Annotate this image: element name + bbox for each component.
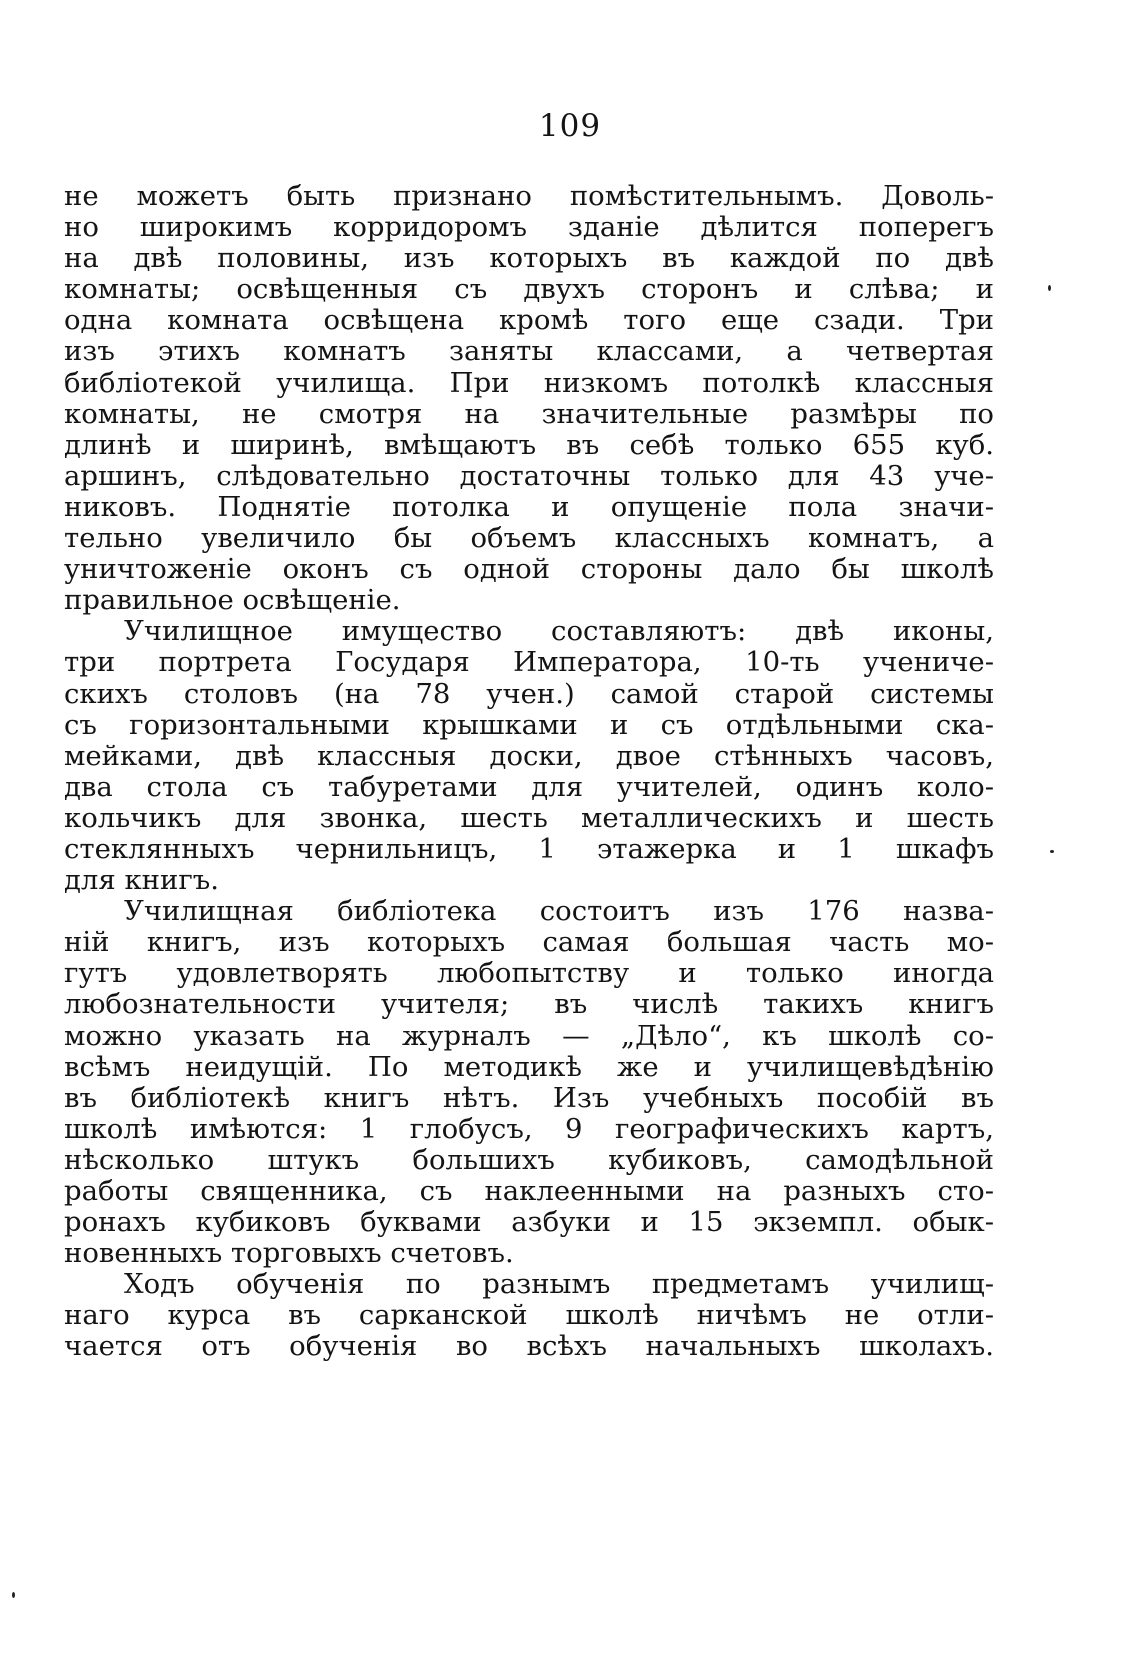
- text-line: въ библіотекѣ книгъ нѣтъ. Изъ учебныхъ пособій въ: [64, 1081, 994, 1114]
- text-line: правильное освѣщеніе.: [64, 584, 401, 617]
- text-line: тельно увеличило бы объемъ классныхъ комнатъ, а: [64, 522, 994, 555]
- text-line: можно указать на журналъ — „Дѣло“, къ школѣ со-: [64, 1019, 994, 1052]
- text-line: никовъ. Поднятіе потолка и опущеніе пола значи-: [64, 490, 994, 523]
- text-line: два стола съ табуретами для учителей, одинъ коло-: [64, 770, 994, 803]
- text-line: мейками, двѣ классныя доски, двое стѣнныхъ часовъ,: [64, 739, 994, 772]
- text-line: скихъ столовъ (на 78 учен.) самой старой системы: [64, 677, 994, 710]
- text-line: аршинъ, слѣдовательно достаточны только для 43 уче-: [64, 459, 994, 492]
- text-line: не можетъ быть признано помѣстительнымъ. Доволь-: [64, 180, 994, 212]
- text-line: длинѣ и ширинѣ, вмѣщаютъ въ себѣ только 655 куб.: [64, 428, 994, 461]
- text-line: ронахъ кубиковъ буквами азбуки и 15 экземпл. обык-: [64, 1206, 994, 1239]
- text-line: но широкимъ корридоромъ зданіе дѣлится поперегъ: [64, 211, 994, 244]
- text-line: Училищное имущество составляютъ: двѣ иконы,: [124, 615, 994, 648]
- text-line: школѣ имѣются: 1 глобусъ, 9 географическихъ картъ,: [64, 1112, 994, 1145]
- text-line: библіотекой училища. При низкомъ потолкѣ классныя: [64, 366, 994, 399]
- text-line: ній книгъ, изъ которыхъ самая большая часть мо-: [64, 926, 994, 959]
- text-line: новенныхъ торговыхъ счетовъ.: [64, 1237, 514, 1270]
- text-line: чается отъ обученія во всѣхъ начальныхъ школахъ.: [64, 1330, 994, 1363]
- text-line: комнаты, не смотря на значительные размѣры по: [64, 397, 994, 430]
- text-line: нѣсколько штукъ большихъ кубиковъ, самодѣльной: [64, 1143, 994, 1176]
- text-line: три портрета Государя Императора, 10-ть учениче-: [64, 646, 994, 679]
- text-line: всѣмъ неидущій. По методикѣ же и училищевѣдѣнію: [64, 1050, 994, 1083]
- text-line: кольчикъ для звонка, шесть металлическихъ и шесть: [64, 801, 994, 834]
- paragraph: [64, 616, 994, 896]
- text-line: гутъ удовлетворять любопытству и только иногда: [64, 957, 994, 990]
- text-line: комнаты; освѣщенныя съ двухъ сторонъ и слѣва; и: [64, 273, 994, 306]
- paragraph: [64, 181, 994, 616]
- text-line: любознательности учителя; въ числѣ такихъ книгъ: [64, 988, 994, 1021]
- text-line: для книгъ.: [64, 864, 219, 897]
- text-line: Ходъ обученія по разнымъ предметамъ училищ-: [124, 1268, 994, 1301]
- text-line: изъ этихъ комнатъ заняты классами, а четвертая: [64, 335, 994, 368]
- page-number: 109: [538, 108, 602, 144]
- paragraph: [64, 896, 994, 1269]
- text-line: наго курса въ сарканской школѣ ничѣмъ не отли-: [64, 1299, 994, 1332]
- scan-speck: [1050, 850, 1054, 853]
- text-line: Училищная библіотека состоитъ изъ 176 назва-: [124, 895, 994, 928]
- body-text: [64, 181, 994, 1363]
- text-line: съ горизонтальными крышками и съ отдѣльными ска-: [64, 708, 994, 741]
- text-line: на двѣ половины, изъ которыхъ въ каждой по двѣ: [64, 242, 994, 275]
- text-line: работы священника, съ наклеенными на разныхъ сто-: [64, 1175, 994, 1207]
- scan-speck: [1048, 285, 1051, 291]
- paragraph: [64, 1269, 994, 1362]
- text-line: стеклянныхъ чернильницъ, 1 этажерка и 1 шкафъ: [64, 832, 994, 865]
- text-line: уничтоженіе оконъ съ одной стороны дало бы школѣ: [64, 553, 994, 586]
- text-line: одна комната освѣщена кромѣ того еще сзади. Три: [64, 304, 994, 337]
- scan-speck: [12, 1592, 15, 1598]
